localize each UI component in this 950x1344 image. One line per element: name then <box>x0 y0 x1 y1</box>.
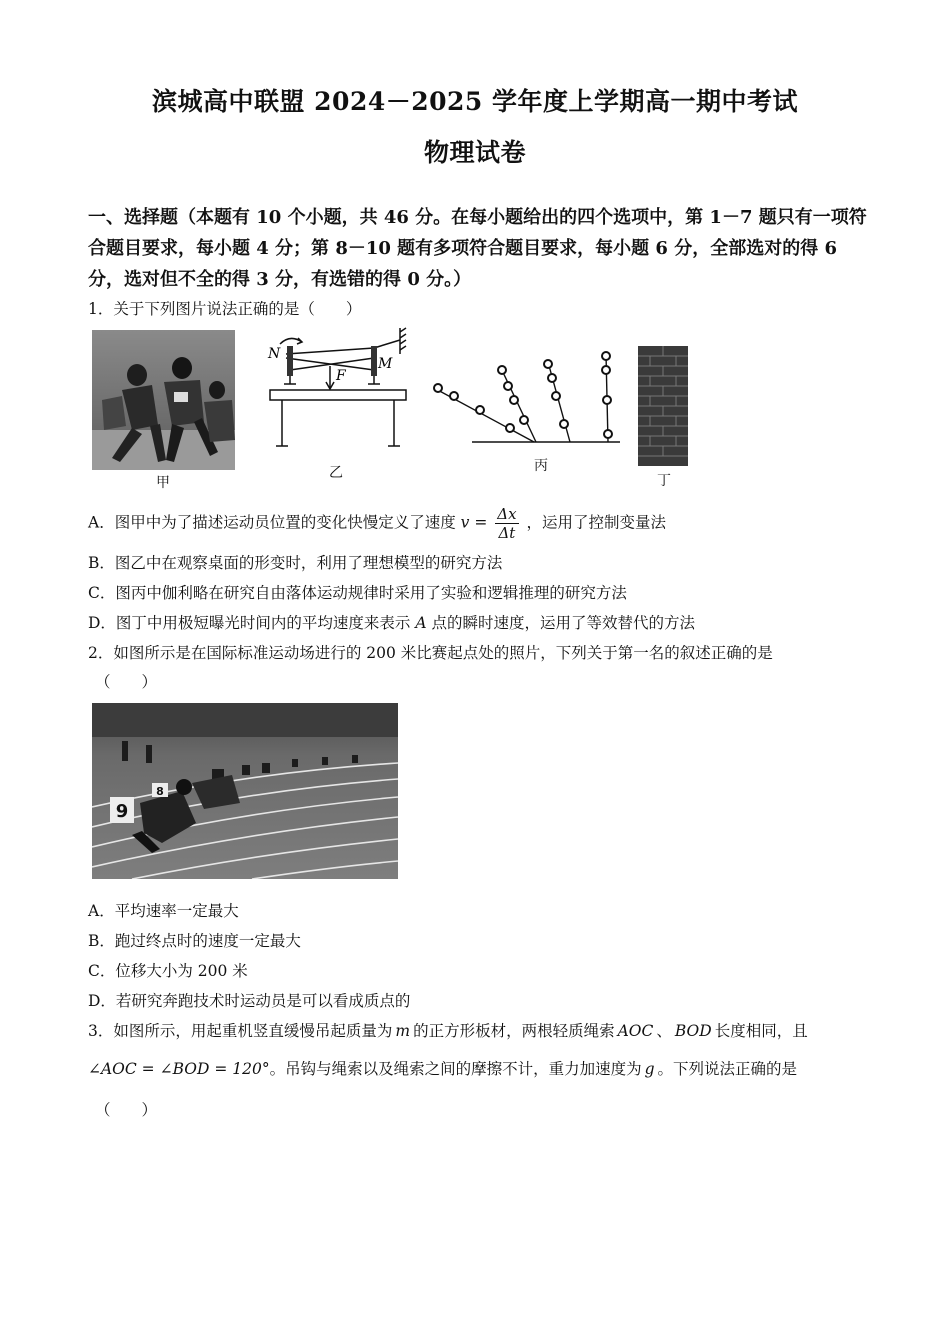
q2-paren: （ ） <box>95 673 158 691</box>
label-n: N <box>268 346 281 362</box>
section-intro: 一、选择题（本题有 10 个小题，共 46 分。在每小题给出的四个选项中，第 1－7 题只有一项符合题目要求，每小题 4 分；第 8－10 题有多项符合题目要求，每小题 6 分，全部选对的得 6 分，选对但不全的得 3 分，有选错的得 0 分。） <box>88 207 867 290</box>
q1-fig-label-ding: 丁 <box>657 473 671 489</box>
lane-number-8: 8 <box>156 785 164 798</box>
q2-stem: 2．如图所示是在国际标准运动场进行的 200 米比赛起点处的照片，下列关于第一名的叙述正确的是 <box>88 644 773 662</box>
q1-fig-label-yi: 乙 <box>329 465 343 481</box>
q3-stem-line2: ∠AOC = ∠BOD = 120°。吊钩与绳索以及绳索之间的摩擦不计，重力加速度为 g 。下列说法正确的是 <box>88 1060 798 1078</box>
q1-figure-yi-diagram <box>262 326 414 456</box>
q3-paren: （ ） <box>95 1101 158 1119</box>
q1-figure-jia-photo <box>92 330 235 470</box>
q1-figure-ding-photo <box>638 346 688 466</box>
q1-stem: 1．关于下列图片说法正确的是（ ） <box>88 300 362 318</box>
q1-option-c: C．图丙中伽利略在研究自由落体运动规律时采用了实验和逻辑推理的研究方法 <box>88 584 627 602</box>
q2-track-photo <box>92 703 398 879</box>
q1-option-a: A．图甲中为了描述运动员位置的变化快慢定义了速度 v = $\frac{\Delta x}{\Delta t}$ ，运用了控制变量法 <box>88 505 666 542</box>
velocity-fraction: $\frac{\Delta x}{\Delta t}$ <box>497 505 517 542</box>
q2-option-a: A．平均速率一定最大 <box>88 902 239 920</box>
q1-option-b: B．图乙中在观察桌面的形变时，利用了理想模型的研究方法 <box>88 554 503 572</box>
q2-option-d: D．若研究奔跑技术时运动员是可以看成质点的 <box>88 992 411 1010</box>
label-m: M <box>378 356 393 372</box>
label-f: F <box>336 368 346 384</box>
exam-subtitle: 物理试卷 <box>423 138 526 167</box>
q1-figure-bing-diagram <box>430 344 622 448</box>
exam-title: 滨城高中联盟 2024－2025 学年度上学期高一期中考试 <box>151 87 799 116</box>
q3-stem-line1: 3．如图所示，用起重机竖直缓慢吊起质量为 m 的正方形板材，两根轻质绳索 AOC 、 BOD 长度相同，且 <box>88 1022 808 1040</box>
q1-option-d: D．图丁中用极短曝光时间内的平均速度来表示 A 点的瞬时速度，运用了等效替代的方法 <box>88 614 696 632</box>
q2-option-b: B．跑过终点时的速度一定最大 <box>88 932 301 950</box>
lane-number-9: 9 <box>115 801 129 822</box>
q1-fig-label-bing: 丙 <box>534 458 548 474</box>
q1-fig-label-jia: 甲 <box>156 475 170 491</box>
q2-option-c: C．位移大小为 200 米 <box>88 962 248 980</box>
